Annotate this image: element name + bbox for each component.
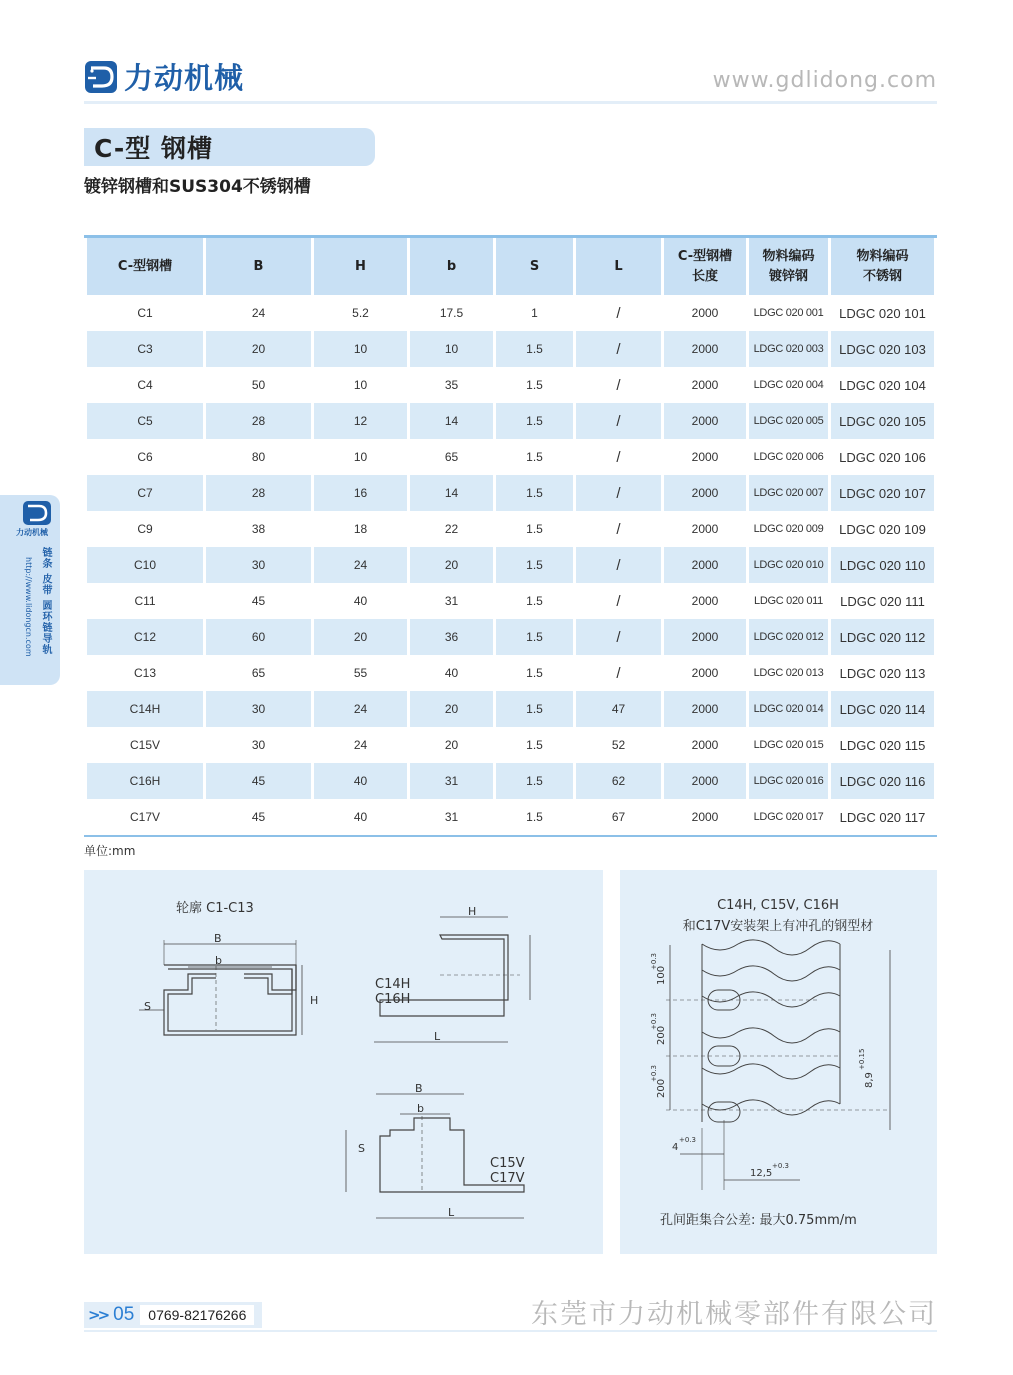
table-cell: 10 bbox=[314, 367, 407, 403]
table-cell: / bbox=[576, 367, 661, 403]
tol-4: +0.3 bbox=[679, 1136, 696, 1144]
c16h-label: C16H bbox=[375, 992, 411, 1007]
table-cell: LDGC 020 116 bbox=[831, 763, 934, 799]
table-cell: LDGC 020 105 bbox=[831, 403, 934, 439]
table-cell: 30 bbox=[206, 547, 311, 583]
side-brand-mark-icon bbox=[22, 500, 52, 526]
table-cell: C16H bbox=[87, 763, 203, 799]
table-cell: 14 bbox=[410, 403, 493, 439]
table-cell: 1.5 bbox=[496, 583, 573, 619]
tol-89: +0.15 bbox=[858, 1048, 866, 1070]
table-cell: LDGC 020 114 bbox=[831, 691, 934, 727]
punched-profile-diagram bbox=[620, 870, 937, 1254]
section-title: C-型 钢槽 bbox=[94, 134, 214, 163]
table-row bbox=[87, 691, 934, 727]
dim-89: 8,9 bbox=[864, 1072, 875, 1088]
table-header-cell: 物料编码 不锈钢 bbox=[831, 238, 934, 295]
table-cell: 24 bbox=[314, 727, 407, 763]
table-header-cell: B bbox=[206, 238, 311, 295]
footer-divider bbox=[84, 1330, 937, 1332]
side-tab bbox=[0, 495, 60, 685]
table-row bbox=[87, 583, 934, 619]
table-cell: LDGC 020 014 bbox=[749, 691, 828, 727]
table-cell: 2000 bbox=[664, 439, 746, 475]
page-number: 05 bbox=[113, 1304, 135, 1325]
dim-L-label: L bbox=[434, 1030, 441, 1043]
dim-b-label: b bbox=[215, 954, 222, 967]
table-cell: C5 bbox=[87, 403, 203, 439]
table-cell: 2000 bbox=[664, 511, 746, 547]
table-cell: LDGC 020 104 bbox=[831, 367, 934, 403]
table-cell: LDGC 020 109 bbox=[831, 511, 934, 547]
table-cell: / bbox=[576, 511, 661, 547]
table-cell: / bbox=[576, 439, 661, 475]
table-cell: C7 bbox=[87, 475, 203, 511]
dim-B-label: B bbox=[214, 932, 222, 945]
table-cell: 20 bbox=[410, 547, 493, 583]
table-cell: 47 bbox=[576, 691, 661, 727]
tolerance-note: 孔间距集合公差: 最大0.75mm/m bbox=[660, 1213, 857, 1228]
table-cell: 2000 bbox=[664, 583, 746, 619]
table-cell: 60 bbox=[206, 619, 311, 655]
table-header-cell: b bbox=[410, 238, 493, 295]
table-cell: 40 bbox=[314, 799, 407, 835]
table-cell: 18 bbox=[314, 511, 407, 547]
footer-badge bbox=[84, 1302, 262, 1328]
table-cell: LDGC 020 101 bbox=[831, 295, 934, 331]
table-cell: LDGC 020 007 bbox=[749, 475, 828, 511]
table-cell: 30 bbox=[206, 727, 311, 763]
table-cell: C13 bbox=[87, 655, 203, 691]
table-cell: LDGC 020 112 bbox=[831, 619, 934, 655]
dim-200a: 200 bbox=[656, 1025, 667, 1045]
dim-100: 100 bbox=[656, 965, 667, 985]
table-cell: 1.5 bbox=[496, 691, 573, 727]
table-cell: 45 bbox=[206, 799, 311, 835]
side-url: http://www.lidongcn.com bbox=[24, 557, 33, 657]
punched-title-line2: 和C17V安装架上有冲孔的钢型材 bbox=[682, 919, 874, 934]
table-cell: 2000 bbox=[664, 691, 746, 727]
tol-125: +0.3 bbox=[772, 1162, 789, 1170]
table-cell: 45 bbox=[206, 763, 311, 799]
table-cell: 24 bbox=[314, 691, 407, 727]
table-cell: C15V bbox=[87, 727, 203, 763]
table-header-cell: 物料编码 镀锌钢 bbox=[749, 238, 828, 295]
table-header-cell: C-型钢槽 bbox=[87, 238, 203, 295]
table-cell: 20 bbox=[410, 727, 493, 763]
dim-S-label: S bbox=[144, 1000, 151, 1013]
table-row bbox=[87, 439, 934, 475]
table-cell: 67 bbox=[576, 799, 661, 835]
profile-diagram bbox=[84, 870, 603, 1254]
dim-200b: 200 bbox=[656, 1078, 667, 1098]
table-cell: LDGC 020 017 bbox=[749, 799, 828, 835]
company-name: 东莞市力动机械零部件有限公司 bbox=[531, 1299, 937, 1330]
table-cell: 1.5 bbox=[496, 799, 573, 835]
table-cell: 1.5 bbox=[496, 511, 573, 547]
table-cell: / bbox=[576, 295, 661, 331]
profile-diagram-panel bbox=[84, 870, 603, 1254]
header-divider bbox=[84, 101, 937, 104]
table-cell: LDGC 020 111 bbox=[831, 583, 934, 619]
spec-table bbox=[84, 235, 937, 837]
table-cell: C3 bbox=[87, 331, 203, 367]
table-cell: LDGC 020 115 bbox=[831, 727, 934, 763]
table-cell: 2000 bbox=[664, 295, 746, 331]
table-cell: 62 bbox=[576, 763, 661, 799]
brand-mark-icon bbox=[84, 60, 118, 94]
table-cell: 1.5 bbox=[496, 655, 573, 691]
section-title-bar bbox=[84, 128, 375, 166]
table-row bbox=[87, 799, 934, 835]
punched-profile-panel bbox=[620, 870, 937, 1254]
table-cell: 10 bbox=[314, 331, 407, 367]
table-row bbox=[87, 295, 934, 331]
table-cell: 50 bbox=[206, 367, 311, 403]
table-cell: 38 bbox=[206, 511, 311, 547]
profile-title: 轮廓 C1-C13 bbox=[176, 901, 254, 916]
table-cell: LDGC 020 010 bbox=[749, 547, 828, 583]
table-cell: / bbox=[576, 583, 661, 619]
table-cell: 1.5 bbox=[496, 367, 573, 403]
c15v-label: C15V bbox=[490, 1156, 525, 1171]
table-cell: 2000 bbox=[664, 655, 746, 691]
table-cell: 2000 bbox=[664, 367, 746, 403]
table-cell: 20 bbox=[206, 331, 311, 367]
table-cell: 1.5 bbox=[496, 547, 573, 583]
table-cell: 2000 bbox=[664, 475, 746, 511]
table-row bbox=[87, 367, 934, 403]
table-cell: C14H bbox=[87, 691, 203, 727]
table-cell: 5.2 bbox=[314, 295, 407, 331]
side-brand-name: 力动机械 bbox=[16, 528, 48, 537]
table-cell: / bbox=[576, 403, 661, 439]
table-cell: 12 bbox=[314, 403, 407, 439]
table-cell: 36 bbox=[410, 619, 493, 655]
table-cell: 22 bbox=[410, 511, 493, 547]
table-cell: 2000 bbox=[664, 727, 746, 763]
table-row bbox=[87, 547, 934, 583]
table-cell: 28 bbox=[206, 403, 311, 439]
table-cell: 1.5 bbox=[496, 475, 573, 511]
table-cell: 30 bbox=[206, 691, 311, 727]
table-row bbox=[87, 655, 934, 691]
table-cell: LDGC 020 110 bbox=[831, 547, 934, 583]
table-cell: C4 bbox=[87, 367, 203, 403]
table-cell: / bbox=[576, 475, 661, 511]
table-cell: 31 bbox=[410, 763, 493, 799]
table-cell: LDGC 020 106 bbox=[831, 439, 934, 475]
table-cell: C9 bbox=[87, 511, 203, 547]
table-cell: 17.5 bbox=[410, 295, 493, 331]
table-cell: 65 bbox=[206, 655, 311, 691]
table-cell: 1.5 bbox=[496, 403, 573, 439]
table-header-cell: H bbox=[314, 238, 407, 295]
table-cell: 2000 bbox=[664, 799, 746, 835]
table-cell: LDGC 020 117 bbox=[831, 799, 934, 835]
table-cell: 1.5 bbox=[496, 439, 573, 475]
table-cell: 28 bbox=[206, 475, 311, 511]
c17v-label: C17V bbox=[490, 1171, 525, 1186]
table-cell: LDGC 020 013 bbox=[749, 655, 828, 691]
tol-100: +0.3 bbox=[650, 953, 658, 970]
table-cell: LDGC 020 103 bbox=[831, 331, 934, 367]
table-cell: / bbox=[576, 619, 661, 655]
table-cell: 31 bbox=[410, 583, 493, 619]
table-cell: C17V bbox=[87, 799, 203, 835]
table-cell: 1.5 bbox=[496, 619, 573, 655]
table-cell: LDGC 020 016 bbox=[749, 763, 828, 799]
table-header-cell: C-型钢槽 长度 bbox=[664, 238, 746, 295]
table-cell: 20 bbox=[410, 691, 493, 727]
table-row bbox=[87, 331, 934, 367]
table-cell: LDGC 020 011 bbox=[749, 583, 828, 619]
dim-125: 12,5 bbox=[750, 1168, 773, 1179]
table-row bbox=[87, 403, 934, 439]
table-cell: C12 bbox=[87, 619, 203, 655]
table-cell: 1.5 bbox=[496, 763, 573, 799]
dim-4: 4 bbox=[672, 1142, 679, 1153]
table-header-cell: S bbox=[496, 238, 573, 295]
table-cell: 2000 bbox=[664, 547, 746, 583]
table-cell: 65 bbox=[410, 439, 493, 475]
table-row bbox=[87, 475, 934, 511]
table-row bbox=[87, 763, 934, 799]
table-cell: C10 bbox=[87, 547, 203, 583]
side-categories: 链条 皮带 圆环链导轨 bbox=[40, 547, 51, 655]
unit-note: 单位:mm bbox=[84, 844, 136, 858]
table-cell: LDGC 020 001 bbox=[749, 295, 828, 331]
table-row bbox=[87, 511, 934, 547]
table-cell: C11 bbox=[87, 583, 203, 619]
table-cell: 35 bbox=[410, 367, 493, 403]
table-cell: / bbox=[576, 547, 661, 583]
table-cell: LDGC 020 113 bbox=[831, 655, 934, 691]
table-cell: LDGC 020 005 bbox=[749, 403, 828, 439]
tol-200b: +0.3 bbox=[650, 1065, 658, 1082]
table-cell: 10 bbox=[314, 439, 407, 475]
site-url[interactable]: www.gdlidong.com bbox=[712, 68, 937, 93]
section-subtitle: 镀锌钢槽和SUS304不锈钢槽 bbox=[84, 177, 311, 197]
brand-logo bbox=[84, 56, 244, 97]
dim-L-label-2: L bbox=[448, 1206, 455, 1219]
punched-title-line1: C14H, C15V, C16H bbox=[717, 898, 839, 913]
table-cell: 1 bbox=[496, 295, 573, 331]
table-cell: 10 bbox=[410, 331, 493, 367]
table-cell: C6 bbox=[87, 439, 203, 475]
table-cell: 40 bbox=[314, 583, 407, 619]
table-cell: 16 bbox=[314, 475, 407, 511]
table-cell: LDGC 020 006 bbox=[749, 439, 828, 475]
table-cell: 24 bbox=[206, 295, 311, 331]
table-cell: 2000 bbox=[664, 763, 746, 799]
table-body bbox=[87, 295, 934, 835]
table-cell: 2000 bbox=[664, 403, 746, 439]
table-cell: 14 bbox=[410, 475, 493, 511]
dim-b-label-2: b bbox=[417, 1102, 424, 1115]
table-cell: LDGC 020 012 bbox=[749, 619, 828, 655]
c14h-label: C14H bbox=[375, 977, 411, 992]
tol-200a: +0.3 bbox=[650, 1013, 658, 1030]
table-cell: 55 bbox=[314, 655, 407, 691]
table-cell: 1.5 bbox=[496, 331, 573, 367]
table-cell: 80 bbox=[206, 439, 311, 475]
phone-number: 0769-82176266 bbox=[140, 1305, 254, 1325]
table-cell: 52 bbox=[576, 727, 661, 763]
table-cell: LDGC 020 003 bbox=[749, 331, 828, 367]
table-cell: 45 bbox=[206, 583, 311, 619]
table-cell: LDGC 020 107 bbox=[831, 475, 934, 511]
table-cell: 1.5 bbox=[496, 727, 573, 763]
dim-S-label-2: S bbox=[358, 1142, 365, 1155]
footer-arrows-icon: >> bbox=[88, 1306, 108, 1324]
dim-B-label-2: B bbox=[415, 1082, 423, 1095]
brand-name: 力动机械 bbox=[124, 61, 245, 95]
dim-H-label-2: H bbox=[468, 905, 477, 918]
table-cell: 31 bbox=[410, 799, 493, 835]
table-cell: / bbox=[576, 331, 661, 367]
table-cell: 20 bbox=[314, 619, 407, 655]
table-header-cell: L bbox=[576, 238, 661, 295]
table-header-row bbox=[87, 238, 934, 295]
dim-H-label: H bbox=[310, 994, 319, 1007]
table-cell: / bbox=[576, 655, 661, 691]
table-cell: 40 bbox=[410, 655, 493, 691]
table-cell: LDGC 020 004 bbox=[749, 367, 828, 403]
table-cell: 2000 bbox=[664, 619, 746, 655]
table-row bbox=[87, 727, 934, 763]
table-cell: 24 bbox=[314, 547, 407, 583]
table-cell: 40 bbox=[314, 763, 407, 799]
table-cell: 2000 bbox=[664, 331, 746, 367]
table-cell: LDGC 020 015 bbox=[749, 727, 828, 763]
table-row bbox=[87, 619, 934, 655]
table-cell: LDGC 020 009 bbox=[749, 511, 828, 547]
table-cell: C1 bbox=[87, 295, 203, 331]
